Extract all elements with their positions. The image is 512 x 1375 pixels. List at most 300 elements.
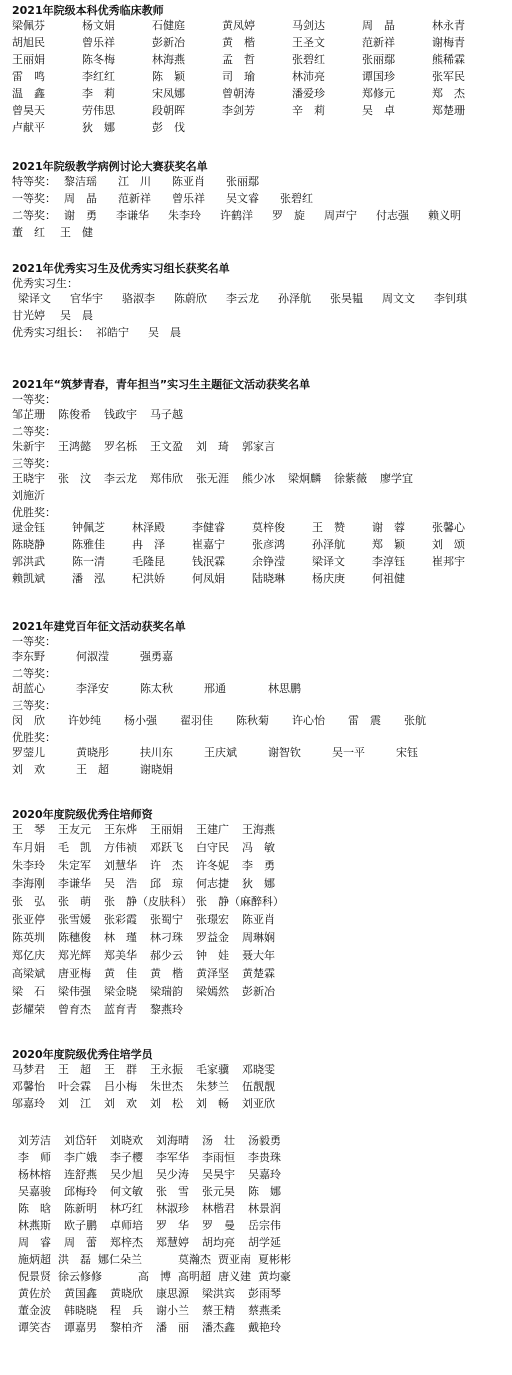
person-name: 廖学宜 [380, 472, 413, 485]
person-name: 何凤娟 [192, 572, 225, 585]
section-title: 2020年度院级优秀住培学员 [12, 1048, 153, 1061]
person-name: 潘爱珍 [292, 87, 325, 100]
person-name: 梁炯麟 [288, 472, 321, 485]
name-row [12, 930, 506, 948]
name-row [12, 1096, 506, 1113]
person-name: 王东烨 [104, 823, 137, 836]
person-name: 吴 浩 [104, 877, 137, 890]
person-name: 黄晓欣 [110, 1287, 143, 1300]
person-name: 许心怡 [292, 714, 325, 727]
person-name: 梁 石 [12, 985, 45, 998]
name-row [12, 86, 506, 103]
person-name: 陈冬梅 [82, 53, 115, 66]
person-name: 王友元 [58, 823, 91, 836]
person-name: 王丽娟 [150, 823, 183, 836]
person-name: 刘 欢 [12, 763, 45, 776]
name-row [12, 69, 506, 86]
person-name: 郑梓杰 [110, 1236, 143, 1249]
name-row [12, 822, 506, 840]
person-name: 吴嘉玲 [248, 1168, 281, 1181]
person-name: 林楷君 [202, 1202, 235, 1215]
name-grid [12, 1133, 506, 1337]
person-name: 张馨心 [432, 521, 465, 534]
person-name: 彭 伐 [152, 121, 185, 134]
person-name: 郭家言 [242, 440, 275, 453]
person-name: 张彦鸿 [252, 538, 285, 551]
name-row [12, 537, 506, 554]
person-name: 李剑芳 [222, 104, 255, 117]
person-name: 官华宇 [70, 292, 103, 305]
person-name: 郝少云 [150, 949, 183, 962]
award-lines [12, 174, 506, 242]
person-name: 白守民 [196, 841, 229, 854]
person-name: 李东野 [12, 650, 45, 663]
person-name: 范新祥 [118, 192, 151, 205]
person-name: 曾朝涛 [222, 87, 255, 100]
person-name: 张碧红 [292, 53, 325, 66]
person-name: 黄 楷 [222, 36, 255, 49]
name-row [12, 291, 506, 308]
person-name: 张蜀宁 [150, 913, 183, 926]
person-name: 刘 欢 [104, 1097, 137, 1110]
person-name: 谢智钦 [268, 746, 301, 759]
person-name: 林燕斯 [18, 1219, 51, 1232]
person-name: 马剑达 [292, 19, 325, 32]
person-name: 张亚停 [12, 913, 45, 926]
person-name: 邱梅玲 [64, 1185, 97, 1198]
subheading: 三等奖： [12, 699, 56, 712]
name-row [12, 681, 506, 698]
person-name: 王 琴 [12, 823, 45, 836]
person-name: 潘杰鑫 [202, 1321, 235, 1334]
name-row [12, 1286, 506, 1303]
name-row [12, 1062, 506, 1079]
person-name: 李钊琪 [434, 292, 467, 305]
person-name: 陈新明 [64, 1202, 97, 1215]
person-name: 曾育杰 [58, 1003, 91, 1016]
person-name: 王丽娟 [12, 53, 45, 66]
name-row [12, 1303, 506, 1320]
person-name: 黄国鑫 [64, 1287, 97, 1300]
person-name: 林淑珍 [156, 1202, 189, 1215]
person-name: 李 莉 [82, 87, 115, 100]
person-name: 梁洪宾 [202, 1287, 235, 1300]
subheading: 二等奖： [12, 667, 56, 680]
person-name: 谢 蓉 [372, 521, 405, 534]
person-name: 黄泽坚 [196, 967, 229, 980]
person-name: 郑楚珊 [432, 104, 465, 117]
person-name: 刘亚欣 [242, 1097, 275, 1110]
person-name: 林泽殿 [132, 521, 165, 534]
person-name: 刘晓欢 [110, 1134, 143, 1147]
person-name: 杨林榕 [18, 1168, 51, 1181]
name-row [12, 912, 506, 930]
person-name: 张元昊 [202, 1185, 235, 1198]
person-name: 张昊韫 [330, 292, 363, 305]
person-name: 郑美华 [104, 949, 137, 962]
person-name: 陈 晗 [18, 1202, 51, 1215]
person-name: 朱李玲 [12, 859, 45, 872]
person-name: 许冬妮 [196, 859, 229, 872]
name-row [12, 1269, 506, 1286]
person-name: 唐义建 [218, 1270, 251, 1283]
person-name: 李红红 [82, 70, 115, 83]
person-name: 司 瑜 [222, 70, 255, 83]
person-name: 石健庭 [152, 19, 185, 32]
person-name: 何文敏 [110, 1185, 143, 1198]
person-name: 赖义明 [428, 209, 461, 222]
person-name: 付志强 [376, 209, 409, 222]
subheading: 三等奖： [12, 457, 56, 470]
person-name: 吴少涛 [156, 1168, 189, 1181]
name-row [12, 35, 506, 52]
person-name: 吴嘉骏 [18, 1185, 51, 1198]
person-name: 林景润 [248, 1202, 281, 1215]
person-name: 陈秋菊 [236, 714, 269, 727]
person-name: 吴 晨 [148, 326, 181, 339]
name-row [12, 488, 506, 505]
person-name: 董金波 [18, 1304, 51, 1317]
person-name: 岳宗伟 [248, 1219, 281, 1232]
name-row [12, 858, 506, 876]
person-name: 周 睿 [18, 1236, 51, 1249]
person-name: 李 勇 [242, 859, 275, 872]
person-name: 张航 [404, 714, 426, 727]
name-row [12, 1150, 506, 1167]
person-name: 董 红 [12, 226, 45, 239]
person-name: 邓馨怡 [12, 1080, 45, 1093]
person-name: 罗益金 [196, 931, 229, 944]
section-title: 2021年院级教学病例讨论大赛获奖名单 [12, 160, 208, 173]
name-row [12, 471, 506, 488]
person-name: 毛隆昆 [132, 555, 165, 568]
person-name: 陆晓琳 [252, 572, 285, 585]
person-name: 陈俊希 [58, 408, 91, 421]
person-name: 冯 敏 [242, 841, 275, 854]
person-name: 潘 泓 [72, 572, 105, 585]
person-name: 林永青 [432, 19, 465, 32]
name-row [12, 894, 506, 912]
person-name: 罗名栎 [104, 440, 137, 453]
person-name: 卓师培 [110, 1219, 143, 1232]
person-name: 郑伟欣 [150, 472, 183, 485]
person-name: 蔡王精 [202, 1304, 235, 1317]
person-name: 康思源 [156, 1287, 189, 1300]
person-name: 钱泯霖 [192, 555, 225, 568]
person-name: 梁译文 [312, 555, 345, 568]
person-name: 梁嫣然 [196, 985, 229, 998]
name-row [12, 1201, 506, 1218]
person-name: 劳伟思 [82, 104, 115, 117]
person-name: 张璟宏 [196, 913, 229, 926]
person-name: 林海燕 [152, 53, 185, 66]
person-name: 胡均亮 [202, 1236, 235, 1249]
person-name: 张 汶 [58, 472, 91, 485]
person-name: 钟佩芝 [72, 521, 105, 534]
person-name: 钟 娃 [196, 949, 229, 962]
award-label: 二等奖： [12, 209, 56, 222]
person-name: 王 超 [58, 1063, 91, 1076]
person-name: 杨文娟 [82, 19, 115, 32]
person-name: 施炳超 [18, 1253, 51, 1266]
person-name: 高 博 [138, 1270, 171, 1283]
person-name: 范新祥 [362, 36, 395, 49]
person-name: 郑光辉 [58, 949, 91, 962]
person-name: 熊稀霖 [432, 53, 465, 66]
person-name: 李海刚 [12, 877, 45, 890]
person-name: 谭笑杏 [18, 1321, 51, 1334]
name-row [12, 840, 506, 858]
person-name: 雷 鸣 [12, 70, 45, 83]
person-name: 周 晶 [64, 192, 97, 205]
person-name: 李贵珠 [248, 1151, 281, 1164]
person-name: 黄均豪 [258, 1270, 291, 1283]
person-name: 黎柏齐 [110, 1321, 143, 1334]
person-name: 娜仁朵兰 [98, 1253, 142, 1266]
name-row [12, 762, 506, 779]
name-row [12, 1133, 506, 1150]
person-name: 陈亚肖 [242, 913, 275, 926]
person-name: 郑修元 [362, 87, 395, 100]
person-name: 张彩霞 [104, 913, 137, 926]
person-name: 张 弘 [12, 895, 45, 908]
person-name: 李雨恒 [202, 1151, 235, 1164]
person-name: 梁佩芬 [12, 19, 45, 32]
person-name: 蓝育青 [104, 1003, 137, 1016]
name-row [12, 1235, 506, 1252]
person-name: 梁瑞韵 [150, 985, 183, 998]
person-name: 李军华 [156, 1151, 189, 1164]
person-name: 王 赞 [312, 521, 345, 534]
person-name: 崔嘉宁 [192, 538, 225, 551]
person-name: 林巧红 [110, 1202, 143, 1215]
name-row [12, 1320, 506, 1337]
name-row [12, 52, 506, 69]
person-name: 莫梓俊 [252, 521, 285, 534]
person-name: 毛家骥 [196, 1063, 229, 1076]
person-name: 张丽鄢 [362, 53, 395, 66]
person-name: 高明超 [178, 1270, 211, 1283]
person-name: 祁皓宁 [96, 326, 129, 339]
person-name: 高梁斌 [12, 967, 45, 980]
subheading: 二等奖： [12, 425, 56, 438]
name-row [12, 120, 506, 137]
person-name: 扶川东 [140, 746, 173, 759]
name-row [12, 649, 506, 666]
name-row [12, 876, 506, 894]
person-name: 王永振 [150, 1063, 183, 1076]
person-name: 杨庆庚 [312, 572, 345, 585]
person-name: 何祖健 [372, 572, 405, 585]
person-name: 王晓宇 [12, 472, 45, 485]
person-name: 邹芷珊 [12, 408, 45, 421]
person-name: 梁译文 [18, 292, 51, 305]
person-name: 郭洪武 [12, 555, 45, 568]
person-name: 王海燕 [242, 823, 275, 836]
person-name: 朱李玲 [168, 209, 201, 222]
name-row [12, 554, 506, 571]
person-name: 黄 楷 [150, 967, 183, 980]
subheading: 优胜奖： [12, 731, 56, 744]
name-row [12, 1167, 506, 1184]
person-name: 张 静（皮肤科） [104, 895, 192, 908]
person-name: 林沛亮 [292, 70, 325, 83]
person-name: 卢献平 [12, 121, 45, 134]
name-grid [12, 18, 506, 137]
person-name: 刘 琦 [196, 440, 229, 453]
person-name: 闵 欣 [12, 714, 45, 727]
name-row [12, 713, 506, 730]
name-row [12, 439, 506, 456]
person-name: 刘 松 [150, 1097, 183, 1110]
person-name: 胡旭民 [12, 36, 45, 49]
name-grid [12, 291, 506, 342]
person-name: 李 师 [18, 1151, 51, 1164]
person-name: 邓跃飞 [150, 841, 183, 854]
section-essay-party [12, 620, 506, 779]
person-name: 宋钰 [396, 746, 418, 759]
name-row [12, 571, 506, 588]
name-row [12, 1218, 506, 1235]
section-trainees [12, 1048, 506, 1337]
person-name: 刘慧华 [104, 859, 137, 872]
person-name: 陈太秋 [140, 682, 173, 695]
person-name: 王庆斌 [204, 746, 237, 759]
person-name: 辛 莉 [292, 104, 325, 117]
section-title: 2021年建党百年征文活动获奖名单 [12, 620, 186, 633]
person-name: 汤 壮 [202, 1134, 235, 1147]
person-name: 贾亚南 [218, 1253, 251, 1266]
person-name: 刘施沂 [12, 489, 45, 502]
name-row [12, 225, 506, 242]
person-name: 张军民 [432, 70, 465, 83]
person-name: 陈穗俊 [58, 931, 91, 944]
person-name: 杨小强 [124, 714, 157, 727]
person-name: 胡学延 [248, 1236, 281, 1249]
person-name: 吴文睿 [226, 192, 259, 205]
person-name: 邱 琼 [150, 877, 183, 890]
person-name: 张 雪 [156, 1185, 189, 1198]
person-name: 吕小梅 [104, 1080, 137, 1093]
person-name: 陈亚肖 [172, 175, 205, 188]
person-name: 吴少旭 [110, 1168, 143, 1181]
person-name: 杞洪娇 [132, 572, 165, 585]
person-name: 许鹤洋 [220, 209, 253, 222]
person-name: 冉 泽 [132, 538, 165, 551]
person-name: 曾昊天 [12, 104, 45, 117]
person-name: 李子樱 [110, 1151, 143, 1164]
person-name: 吴昊宇 [202, 1168, 235, 1181]
person-name: 马子越 [150, 408, 183, 421]
person-name: 宋凤娜 [152, 87, 185, 100]
person-name: 毛 凯 [58, 841, 91, 854]
person-name: 罗 旋 [272, 209, 305, 222]
person-name: 陈雅佳 [72, 538, 105, 551]
subheading: 一等奖： [12, 393, 56, 406]
section-title: 2021年院级本科优秀临床教师 [12, 4, 164, 17]
person-name: 汤毅勇 [248, 1134, 281, 1147]
person-name: 连舒燕 [64, 1168, 97, 1181]
name-row [12, 1184, 506, 1201]
subheading: 一等奖： [12, 635, 56, 648]
person-name: 谢梅青 [432, 36, 465, 49]
person-name: 彭雨琴 [248, 1287, 281, 1300]
person-name: 徐紫薇 [334, 472, 367, 485]
person-name: 邬嘉玲 [12, 1097, 45, 1110]
award-label: 优秀实习组长： [12, 326, 89, 339]
person-name: 孙泽航 [278, 292, 311, 305]
person-name: 王 健 [60, 226, 93, 239]
person-name: 彭新冶 [152, 36, 185, 49]
name-row [12, 208, 506, 225]
name-grid [12, 822, 506, 1020]
person-name: 周琳娴 [242, 931, 275, 944]
person-name: 刘 江 [58, 1097, 91, 1110]
person-name: 许 杰 [150, 859, 183, 872]
person-name: 梁伟强 [58, 985, 91, 998]
person-name: 王圣文 [292, 36, 325, 49]
person-name: 朱新宇 [12, 440, 45, 453]
person-name: 陈英圳 [12, 931, 45, 944]
person-name: 黎洁瑶 [64, 175, 97, 188]
person-name: 韩晓晓 [64, 1304, 97, 1317]
name-row [12, 948, 506, 966]
person-name: 熊少冰 [242, 472, 275, 485]
person-name: 刘 颂 [432, 538, 465, 551]
person-name: 陈晓静 [12, 538, 45, 551]
person-name: 刘海晴 [156, 1134, 189, 1147]
person-name: 江 川 [118, 175, 151, 188]
person-name: 陈 颖 [152, 70, 185, 83]
subheading: 优秀实习生： [12, 277, 78, 290]
person-name: 孙泽航 [312, 538, 345, 551]
person-name: 谢小兰 [156, 1304, 189, 1317]
person-name: 周文文 [382, 292, 415, 305]
person-name: 李淳钰 [372, 555, 405, 568]
person-name: 倪景贤 [18, 1270, 51, 1283]
person-name: 温 鑫 [12, 87, 45, 100]
person-name: 罗 华 [156, 1219, 189, 1232]
person-name: 黄晓彤 [76, 746, 109, 759]
person-name: 何志捷 [196, 877, 229, 890]
name-row [12, 18, 506, 35]
person-name: 刘岱轩 [64, 1134, 97, 1147]
person-name: 彭耀荣 [12, 1003, 45, 1016]
person-name: 叶会霖 [58, 1080, 91, 1093]
person-name: 郑慧婷 [156, 1236, 189, 1249]
person-name: 潘 丽 [156, 1321, 189, 1334]
person-name: 许妙纯 [68, 714, 101, 727]
person-name: 王建广 [196, 823, 229, 836]
person-name: 张 静（麻醉科） [196, 895, 284, 908]
person-name: 林思鹏 [268, 682, 301, 695]
name-row [12, 1002, 506, 1020]
name-row [12, 1252, 506, 1269]
person-name: 陈一清 [72, 555, 105, 568]
name-row [12, 966, 506, 984]
person-name: 伍靓靓 [242, 1080, 275, 1093]
person-name: 黄 佳 [104, 967, 137, 980]
name-row [12, 191, 506, 208]
person-name: 陈 娜 [248, 1185, 281, 1198]
person-name: 车月娟 [12, 841, 45, 854]
person-name: 黄佐於 [18, 1287, 51, 1300]
person-name: 雷 震 [348, 714, 381, 727]
award-groups [12, 392, 506, 588]
person-name: 罗蓥儿 [12, 746, 45, 759]
section-title: 2021年优秀实习生及优秀实习组长获奖名单 [12, 262, 230, 275]
person-name: 周 晶 [362, 19, 395, 32]
